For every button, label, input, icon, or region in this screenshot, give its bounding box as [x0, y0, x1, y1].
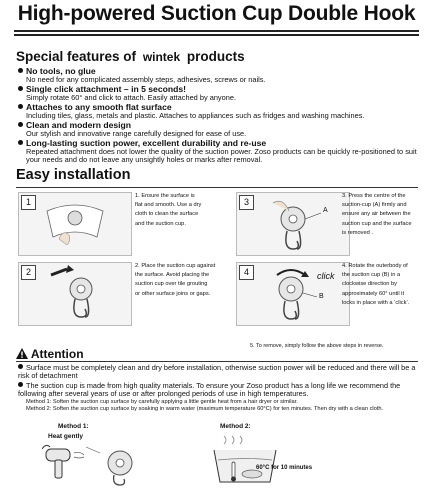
attention-item	[18, 364, 418, 381]
step-text-line: the surface. Avoid placing the	[135, 272, 210, 279]
attention-text: Surface must be completely clean and dry before installation, otherwise suction power will be reduced and there will be a risk of detachment	[18, 363, 416, 381]
brand-name: wintek	[142, 50, 181, 64]
section-divider	[16, 361, 418, 362]
feature-body: Including tiles, glass, metals and plastic. Attaches to appliances such as fridges and washing machines.	[26, 110, 365, 120]
feature-title: Clean and modern design	[26, 120, 132, 130]
method-1-text: Method 1: Soften the suction cup surface by carefully applying a little gentle heat from a hair dryer or similar.	[26, 398, 298, 405]
attention-heading	[16, 347, 84, 361]
attention-label: Attention	[30, 347, 84, 361]
title-underline-2	[14, 34, 419, 36]
click-label: click	[317, 271, 335, 281]
step-text-line: 3. Press the centre of the	[342, 193, 406, 199]
bullet-icon	[18, 104, 23, 109]
attention-item	[18, 382, 418, 414]
step-2-number: 2	[21, 265, 36, 280]
method-1-label: Method 1:	[58, 423, 89, 430]
label-b: B	[319, 293, 324, 300]
feature-body: Repeated attachment does not lower the quality of the suction power. Zoso products can be quickly re-positioned to suit your needs and do not leave any unsightly holes or marks after removal.	[26, 146, 417, 165]
label-a: A	[323, 207, 328, 214]
method-2-text: Method 2: Soften the suction cup surface by soaking in warm water (maximum temperature 60°C) for ten minutes. Then dry with a clean cloth.	[26, 406, 384, 413]
step-text-line: the suction cup (B) in a	[342, 272, 401, 279]
step-3-number: 3	[239, 195, 254, 210]
step-text-line: locks in place with a ‘click’.	[342, 299, 410, 306]
page-title: High-powered Suction Cup Double Hook	[17, 2, 416, 25]
step-text-line: suction cup over tile grouting	[135, 281, 208, 288]
step-text-line: or other surface joins or gaps.	[135, 290, 211, 297]
feature-title: Attaches to any smooth flat surface	[26, 102, 172, 112]
bullet-icon	[18, 68, 23, 73]
features-heading	[16, 49, 245, 64]
title-underline	[14, 30, 419, 32]
step-4-text	[342, 262, 427, 308]
bullet-icon	[18, 382, 23, 387]
step-text-line: suction cup and the surface	[342, 220, 412, 227]
feature-title: Long-lasting suction power, excellent durability and re-use	[26, 138, 267, 148]
feature-body: No need for any complicated assembly steps, adhesives, screws or nails.	[26, 74, 266, 84]
step-text-line: 4. Rotate the outerbody of	[342, 263, 408, 269]
step-text-line: approximately 60° until it	[342, 290, 405, 297]
step-2-text	[135, 262, 220, 299]
feature-title: Single click attachment – in 5 seconds!	[26, 84, 186, 94]
step-text-line: is removed .	[342, 229, 373, 236]
feature-item	[18, 85, 418, 102]
step-text-line: clockwise direction by	[342, 281, 398, 288]
step-text-line: 1. Ensure the surface is	[135, 193, 195, 199]
bullet-icon	[18, 86, 23, 91]
hair-dryer-illustration	[42, 443, 152, 487]
features-heading-post: products	[186, 49, 245, 64]
step-4-number: 4	[239, 265, 254, 280]
step-text-line: suction-cup (A) firmly and	[342, 202, 407, 209]
step-text-line: flat and smooth. Use a dry	[135, 202, 202, 209]
heat-gently-label: Heat gently	[48, 433, 84, 440]
features-heading-pre: Special features of	[16, 49, 137, 64]
step-text-line: ensure any air between the	[342, 211, 411, 218]
step-text-line: 2. Place the suction cup against	[135, 263, 216, 269]
warning-icon	[16, 348, 28, 359]
step-1-number: 1	[21, 195, 36, 210]
feature-item	[18, 121, 418, 138]
warm-water-illustration	[210, 432, 320, 492]
method-2-label: Method 2:	[220, 423, 251, 430]
feature-item	[18, 103, 418, 120]
step-5-note: 5. To remove, simply follow the above steps in reverse.	[250, 343, 384, 349]
feature-item	[18, 67, 418, 84]
section-divider	[16, 187, 418, 188]
bullet-icon	[18, 364, 23, 369]
step-text-line: and the suction cup.	[135, 220, 186, 227]
easy-installation-heading: Easy installation	[16, 167, 131, 183]
bullet-icon	[18, 140, 23, 145]
step-text-line: cloth to clean the surface	[135, 211, 199, 218]
temperature-label: 60°C for 10 minutes	[256, 465, 313, 471]
step-1-text	[135, 192, 220, 229]
feature-item	[18, 139, 418, 165]
feature-title: No tools, no glue	[26, 66, 96, 76]
step-3-text	[342, 192, 427, 238]
attention-text: The suction cup is made from high quality materials. To ensure your Zoso product has a long life we recommend the following after several years of use or after prolonged periods of use in high temperatures.	[18, 381, 401, 399]
feature-body: Our stylish and innovative range carefully designed for ease of use.	[26, 128, 247, 138]
bullet-icon	[18, 122, 23, 127]
feature-body: Simply rotate 60° and click to attach. Easily attached by anyone.	[26, 92, 237, 102]
